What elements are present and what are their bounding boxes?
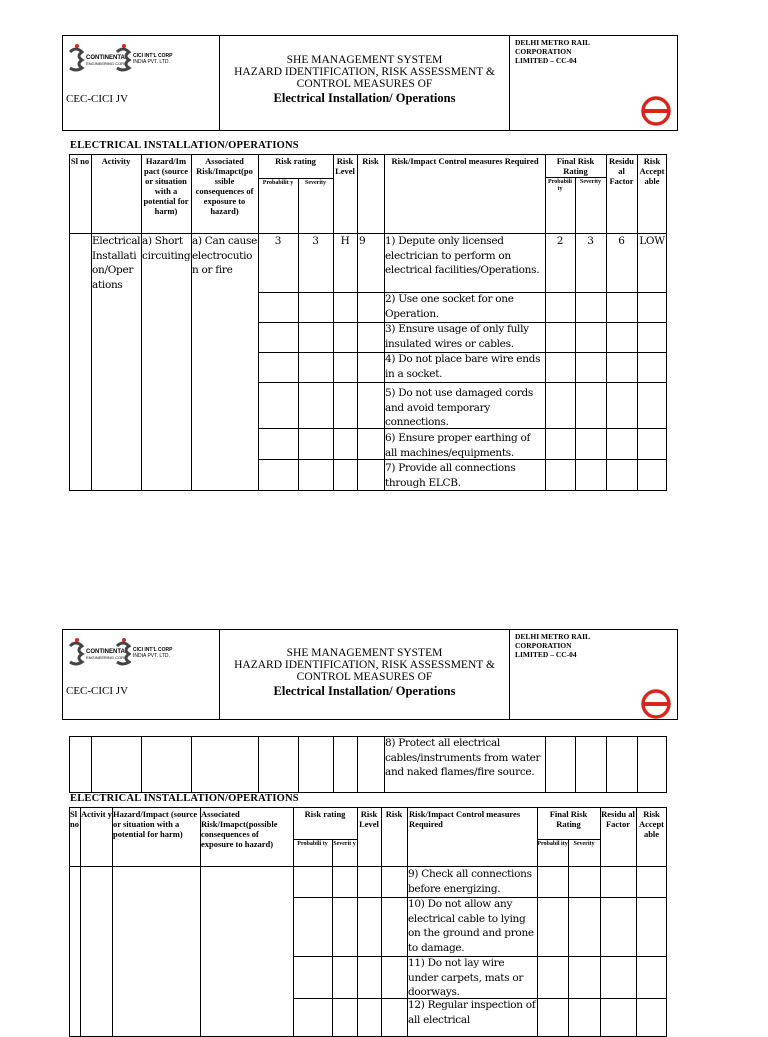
col-final-risk-rating: Final Risk Rating bbox=[549, 809, 588, 829]
svg-text:ENGINEERING CORP: ENGINEERING CORP bbox=[86, 61, 127, 66]
col-risk: Risk bbox=[385, 809, 403, 819]
col-severity: Severity bbox=[305, 180, 326, 186]
cell-activity: Electrical Installati on/Oper ations bbox=[92, 235, 141, 291]
svg-text:CONTINENTAL: CONTINENTAL bbox=[86, 649, 129, 655]
col-probability: Probabili ty bbox=[297, 841, 328, 847]
header-title: SHE MANAGEMENT SYSTEM HAZARD IDENTIFICATION, RISK ASSESSMENT & CONTROL MEASURES OF Electrical Installation/ Operations bbox=[234, 647, 495, 698]
col-probability: Probabilit y bbox=[262, 180, 294, 186]
section-title: ELECTRICAL INSTALLATION/OPERATIONS bbox=[70, 793, 299, 804]
col-slno: Sl no bbox=[70, 809, 79, 829]
carryover-table bbox=[69, 736, 667, 793]
col-risk-acceptable: Risk Accept able bbox=[638, 809, 664, 839]
col-risk-acceptable: Risk Accept able bbox=[639, 156, 665, 186]
col-slno: Sl no bbox=[70, 156, 90, 166]
control-item: 10) Do not allow any electrical cable to lying on the ground and prone to damage. bbox=[408, 898, 534, 954]
cell-final-severity: 3 bbox=[587, 235, 594, 247]
header-subtitle: Electrical Installation/ Operations bbox=[273, 91, 456, 105]
control-item: 4) Do not place bare wire ends in a socket. bbox=[385, 353, 541, 380]
dmrc-logo-icon bbox=[640, 688, 672, 720]
svg-text:INDIA PVT. LTD.: INDIA PVT. LTD. bbox=[133, 59, 170, 65]
col-control-measures: Risk/Impact Control measures Required bbox=[391, 156, 539, 166]
col-residual-factor: Residu al Factor bbox=[608, 156, 635, 186]
col-hazard: Hazard/Im pact (source or situation with a potential for harm) bbox=[143, 156, 189, 216]
col-risk-rating: Risk rating bbox=[304, 809, 346, 819]
control-item: 8) Protect all electrical cables/instruments from water and naked flames/fire source. bbox=[385, 737, 541, 778]
col-associated-risk: Associated Risk/Imapct(po ssible consequences of exposure to hazard) bbox=[195, 156, 254, 216]
col-final-risk-rating: Final Risk Rating bbox=[556, 156, 595, 176]
section-title: ELECTRICAL INSTALLATION/OPERATIONS bbox=[70, 140, 299, 151]
cell-risk: 9 bbox=[359, 235, 366, 247]
col-risk: Risk bbox=[362, 156, 379, 166]
client-name: DELHI METRO RAIL CORPORATION LIMITED – CC-04 bbox=[515, 632, 591, 659]
svg-text:CICI INT'L CORP: CICI INT'L CORP bbox=[133, 53, 173, 59]
company-logo-cici bbox=[113, 636, 173, 676]
col-risk-rating: Risk rating bbox=[275, 156, 316, 166]
col-final-severity: Severity bbox=[573, 841, 595, 847]
header-line-3: CONTROL MEASURES OF bbox=[296, 78, 433, 90]
col-residual-factor: Residu al Factor bbox=[601, 809, 635, 829]
svg-text:INDIA PVT. LTD.: INDIA PVT. LTD. bbox=[133, 653, 170, 659]
col-final-probability: Probabili ty bbox=[548, 179, 572, 192]
company-logo-continental bbox=[66, 636, 129, 676]
cell-final-probability: 2 bbox=[556, 235, 564, 247]
svg-text:CICI INT'L CORP: CICI INT'L CORP bbox=[133, 647, 173, 653]
cell-residual: 6 bbox=[618, 235, 625, 247]
header-line-2: HAZARD IDENTIFICATION, RISK ASSESSMENT & bbox=[234, 66, 495, 78]
cell-associated-risk: a) Can cause electrocutio n or fire bbox=[192, 235, 257, 276]
control-item: 5) Do not use damaged cords and avoid temporary connections. bbox=[385, 387, 533, 428]
cell-probability: 3 bbox=[274, 235, 282, 247]
control-item: 11) Do not lay wire under carpets, mats or doorways. bbox=[408, 957, 524, 998]
col-risk-level: Risk Level bbox=[335, 156, 355, 176]
col-final-severity: Severity bbox=[580, 179, 601, 185]
control-item: 12) Regular inspection of all electrical bbox=[408, 999, 536, 1026]
header-line-1: SHE MANAGEMENT SYSTEM bbox=[286, 54, 443, 66]
col-hazard: Hazard/Impact (source or situation with a potential for harm) bbox=[113, 809, 198, 839]
col-final-probability: Probabil ity bbox=[537, 841, 568, 847]
cell-risk-level: H bbox=[340, 235, 350, 247]
jv-name: CEC-CICI JV bbox=[66, 685, 129, 697]
control-item: 7) Provide all connections through ELCB. bbox=[385, 462, 516, 489]
cell-severity: 3 bbox=[312, 235, 319, 247]
cell-acceptable: LOW bbox=[639, 235, 665, 247]
col-control-measures: Risk/Impact Control measures Required bbox=[409, 809, 521, 829]
svg-text:CONTINENTAL: CONTINENTAL bbox=[86, 55, 129, 61]
col-activity: Activit y bbox=[81, 809, 112, 819]
jv-name: CEC-CICI JV bbox=[66, 93, 129, 105]
col-severity: Severit y bbox=[333, 841, 356, 847]
control-item: 2) Use one socket for one Operation. bbox=[385, 293, 514, 320]
cell-hazard: a) Short circuiting bbox=[142, 235, 191, 262]
client-name: DELHI METRO RAIL CORPORATION LIMITED – CC-04 bbox=[515, 38, 591, 65]
control-item: 3) Ensure usage of only fully insulated wires or cables. bbox=[385, 323, 529, 350]
svg-text:ENGINEERING CORP: ENGINEERING CORP bbox=[86, 655, 127, 660]
col-activity: Activity bbox=[101, 156, 131, 166]
control-item: 6) Ensure proper earthing of all machines/equipments. bbox=[385, 432, 531, 459]
col-associated-risk: Associated Risk/Imapct(possible consequences of exposure to hazard) bbox=[201, 809, 278, 849]
col-risk-level: Risk Level bbox=[359, 809, 379, 829]
control-item: 1) Depute only licensed electrician to perform on electrical facilities/Operations. bbox=[385, 235, 540, 276]
control-item: 9) Check all connections before energizing. bbox=[408, 868, 532, 895]
